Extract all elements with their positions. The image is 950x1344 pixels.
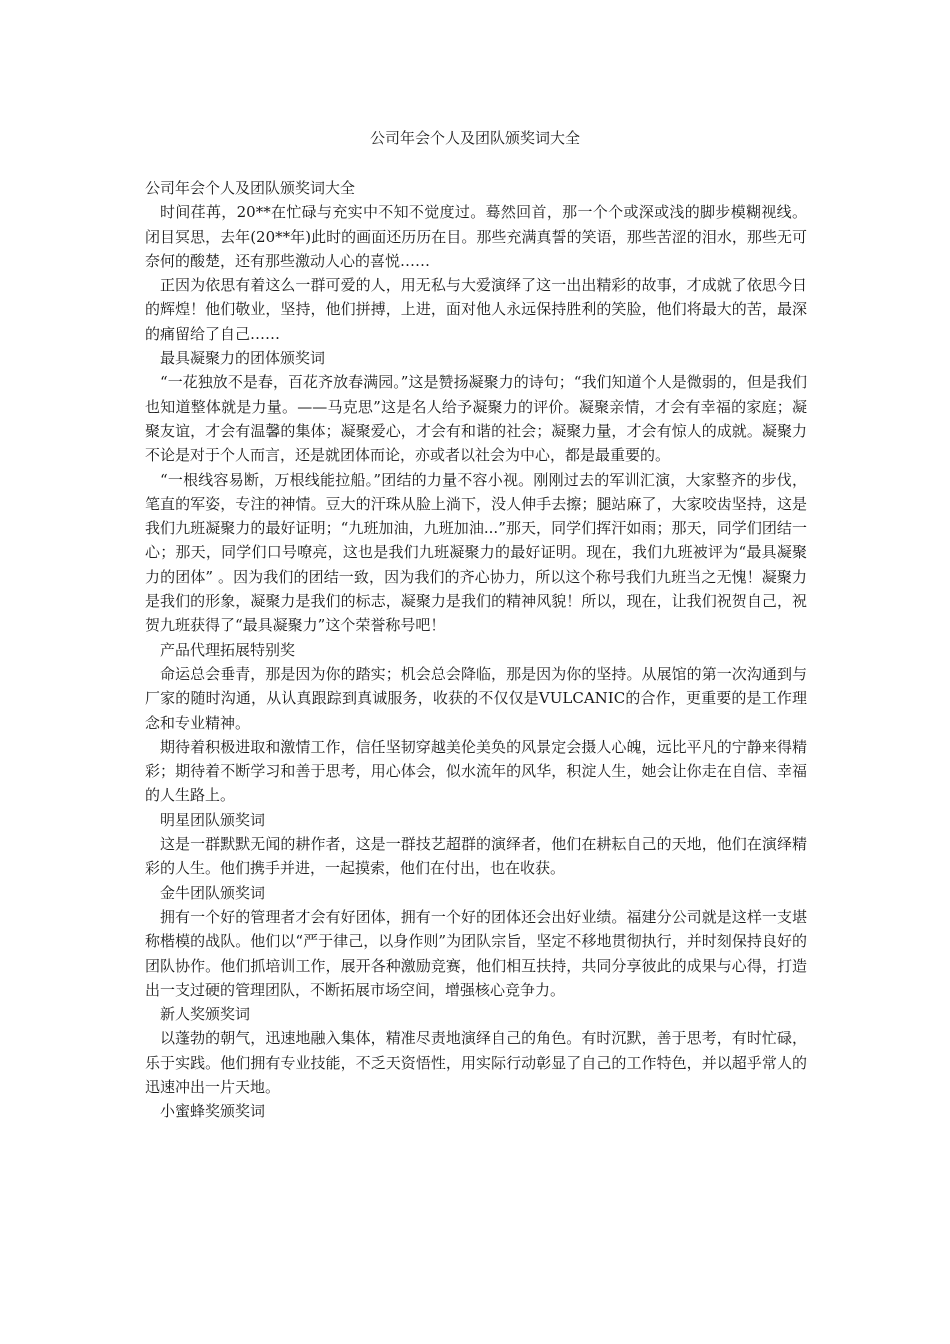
document-body [145, 176, 807, 1124]
paragraph-product-agency-2: 期待着积极进取和激情工作，信任坚韧穿越美伦美奂的风景定会摄人心魄，远比平凡的宁静来得精彩；期待着不断学习和善于思考，用心体会，似水流年的风华，积淀人生，她会让你走在自信、幸福的人生路上。 [145, 737, 807, 805]
paragraph-newcomer: 以蓬勃的朝气，迅速地融入集体，精准尽责地演绎自己的角色。有时沉默，善于思考，有时忙碌，乐于实践。他们拥有专业技能，不乏天资悟性，用实际行动彰显了自己的工作特色，并以超乎常人的迅速冲出一片天地。 [145, 1029, 807, 1096]
section-heading-product-agency: 产品代理拓展特别奖 [160, 640, 296, 659]
paragraph-star-team: 这是一群默默无闻的耕作者，这是一群技艺超群的演绎者，他们在耕耘自己的天地，他们在演绎精彩的人生。他们携手并进，一起摸索，他们在付出，也在收获。 [145, 835, 807, 878]
document-subtitle: 公司年会个人及团队颁奖词大全 [145, 179, 356, 197]
paragraph-cohesion-2: “一根线容易断，万根线能拉船。”团结的力量不容小视。刚刚过去的军训汇演，大家整齐的步伐，笔直的军姿，专注的神情。豆大的汗珠从脸上淌下，没人伸手去擦；腿站麻了，大家咬齿坚持，这是我们九班凝聚力的最好证明；“九班加油，九班加油...”那天，同学们挥汗如雨；那天，同学们团结一心；那天，同学们口号嘹亮，这也是我们九班凝聚力的最好证明。现在，我们九班被评为“最具凝聚力的团体” 。因为我们的团结一致，因为我们的齐心协力，所以这个称号我们九班当之无愧！凝聚力是我们的形象，凝聚力是我们的标志，凝聚力是我们的精神风貌！所以，现在，让我们祝贺自己，祝贺九班获得了“最具凝聚力”这个荣誉称号吧！ [145, 470, 807, 635]
section-heading-cohesion: 最具凝聚力的团体颁奖词 [160, 349, 326, 368]
paragraph-product-agency-1: 命运总会垂青，那是因为你的踏实；机会总会降临，那是因为你的坚持。从展馆的第一次沟通到与厂家的随时沟通，从认真跟踪到真诚服务，收获的不仅仅是VULCANIC的合作，更重要的是工作理念和专业精神。 [145, 664, 807, 732]
section-heading-newcomer: 新人奖颁奖词 [160, 1005, 251, 1024]
paragraph-cohesion-1: “一花独放不是春，百花齐放春满园。”这是赞扬凝聚力的诗句；“我们知道个人是微弱的，但是我们也知道整体就是力量。——马克思”这是名人给予凝聚力的评价。凝聚亲情，才会有幸福的家庭；凝聚友谊，才会有温馨的集体；凝聚爱心，才会有和谐的社会；凝聚力量，才会有惊人的成就。凝聚力不论是对于个人而言，还是就团体而论，亦或者以社会为中心，都是最重要的。 [145, 373, 807, 465]
section-heading-little-bee: 小蜜蜂奖颁奖词 [160, 1102, 266, 1121]
section-heading-golden-bull: 金牛团队颁奖词 [160, 883, 266, 902]
paragraph-golden-bull: 拥有一个好的管理者才会有好团体，拥有一个好的团体还会出好业绩。福建分公司就是这样一支堪称楷模的战队。他们以“严于律己，以身作则”为团队宗旨，坚定不移地贯彻执行，并时刻保持良好的团队协作。他们抓培训工作，展开各种激励竞赛，他们相互扶持，共同分享彼此的成果与心得，打造出一支过硬的管理团队，不断拓展市场空间，增强核心竞争力。 [145, 907, 807, 999]
document-title: 公司年会个人及团队颁奖词大全 [369, 129, 580, 147]
section-heading-star-team: 明星团队颁奖词 [160, 810, 266, 829]
paragraph-intro-1: 时间荏苒，20**在忙碌与充实中不知不觉度过。蓦然回首，那一个个或深或浅的脚步模糊视线。闭目冥思，去年(20**年)此时的画面还历历在目。那些充满真誓的笑语，那些苦涩的泪水，那些无可奈何的酸楚，还有那些激动人心的喜悦…… [145, 203, 807, 270]
paragraph-intro-2: 正因为依思有着这么一群可爱的人，用无私与大爱演绎了这一出出精彩的故事，才成就了依思今日的辉煌！他们敬业，坚持，他们拼搏，上进，面对他人永远保持胜利的笑脸，他们将最大的苦，最深的痛留给了自己…… [145, 276, 807, 343]
